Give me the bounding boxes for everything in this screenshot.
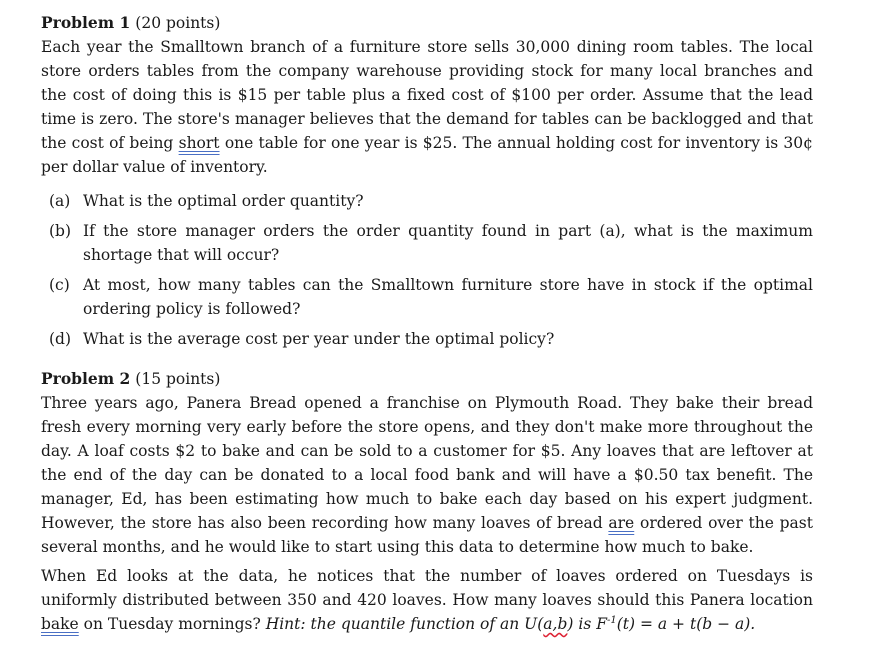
problem-1	[41, 11, 813, 351]
grammar-flag-bake[interactable]: bake	[41, 615, 79, 633]
problem-2-question: on Tuesday mornings?	[83, 615, 261, 633]
problem-2	[41, 367, 813, 636]
problem-2-text-2: When Ed looks at the data, he notices that the number of loaves ordered on Tuesdays is uniformly distributed between 350 and 420 loaves. How many loaves should this Panera location	[41, 567, 813, 609]
hint-text: Hint: the quantile function of an U(	[265, 615, 544, 633]
part-text: What is the average cost per year under the optimal policy?	[83, 330, 555, 348]
hint-superscript: -1	[606, 614, 617, 626]
part-b	[41, 219, 813, 267]
problem-2-paragraph-1	[41, 391, 813, 559]
problem-2-heading	[41, 367, 813, 391]
problem-2-text: Three years ago, Panera Bread opened a franchise on Plymouth Road. They bake their bread fresh every morning very early before the store opens, and they don't make more throughout the day. A loaf costs $2 to bake and can be sold to a customer for $5. Any loaves that are leftover at the end of the day can be donated to a local food bank and will have a $0.50 tax benefit. The manager, Ed, has been estimating how much to bake each day based on his expert judgment. However, the store has also been recording how many loaves of bread	[41, 394, 813, 532]
part-label: (c)	[49, 276, 70, 294]
problem-1-parts	[41, 189, 813, 351]
hint-text-2: ) is F	[567, 615, 607, 633]
spelling-flag-ab[interactable]: a,b	[543, 615, 568, 633]
part-label: (a)	[49, 192, 71, 210]
grammar-flag-short[interactable]: short	[178, 134, 220, 152]
part-d	[41, 327, 813, 351]
part-text: What is the optimal order quantity?	[83, 192, 364, 210]
problem-1-points: (20 points)	[135, 14, 221, 32]
problem-1-text-end: one table for one year is $25. The annual holding cost for inventory is 30¢ per dollar value of inventory.	[41, 134, 813, 176]
part-label: (b)	[49, 222, 72, 240]
document	[41, 11, 813, 636]
hint-formula: (t) = a + t(b − a).	[616, 615, 756, 633]
part-label: (d)	[49, 330, 72, 348]
problem-1-text: Each year the Smalltown branch of a furniture store sells 30,000 dining room tables. The local store orders tables from the company warehouse providing stock for many local branches and the cost of doing this is $15 per table plus a fixed cost of $100 per order. Assume that the lead time is zero. The store's manager believes that the demand for tables can be backlogged and that the cost of being	[41, 38, 813, 152]
problem-1-body	[41, 35, 813, 179]
problem-2-title: Problem 2	[41, 369, 131, 388]
problem-1-title: Problem 1	[41, 13, 131, 32]
problem-2-paragraph-2	[41, 564, 813, 636]
grammar-flag-are[interactable]: are	[608, 514, 635, 532]
part-a	[41, 189, 813, 213]
problem-1-heading	[41, 11, 813, 35]
problem-2-text-end: ordered over the past several months, and he would like to start using this data to determine how much to bake.	[41, 514, 813, 556]
part-c	[41, 273, 813, 321]
hint	[266, 615, 756, 633]
part-text: If the store manager orders the order quantity found in part (a), what is the maximum shortage that will occur?	[83, 222, 813, 264]
problem-2-points: (15 points)	[135, 370, 221, 388]
part-text: At most, how many tables can the Smalltown furniture store have in stock if the optimal ordering policy is followed?	[83, 276, 813, 318]
